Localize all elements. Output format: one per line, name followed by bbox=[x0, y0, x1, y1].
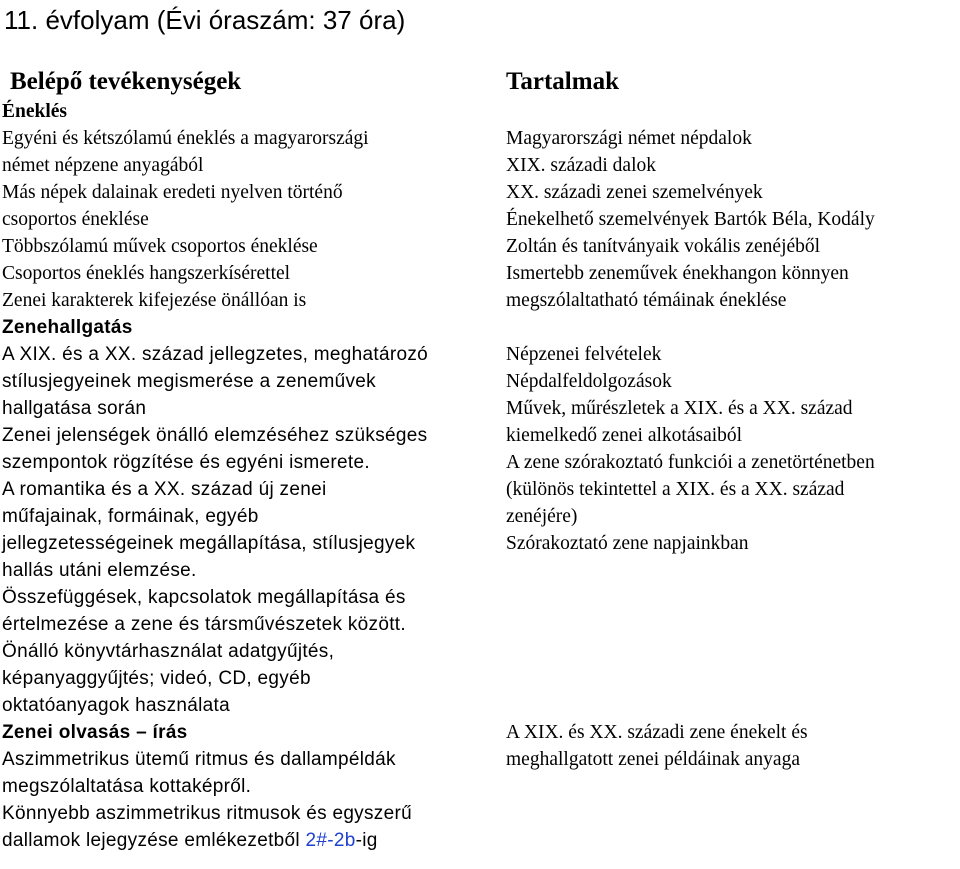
text-line: kiemelkedő zenei alkotásaiból bbox=[506, 425, 743, 446]
text-line: Zenei karakterek kifejezése önállóan is bbox=[2, 290, 307, 311]
text-line: XX. századi zenei szemelvények bbox=[506, 182, 763, 203]
text-line: Aszimmetrikus ütemű ritmus és dallampéldák bbox=[2, 749, 396, 770]
text-line: német népzene anyagából bbox=[2, 155, 204, 176]
page-title: 11. évfolyam (Évi óraszám: 37 óra) bbox=[4, 5, 406, 35]
text-line: oktatóanyagok használata bbox=[2, 695, 230, 716]
text-line: Zenei jelenségek önálló elemzéséhez szükséges bbox=[2, 425, 428, 446]
text-line: Önálló könyvtárhasználat adatgyűjtés, bbox=[2, 641, 335, 662]
text-line: A romantika és a XX. század új zenei bbox=[2, 479, 327, 500]
text-line: Összefüggések, kapcsolatok megállapítása és bbox=[2, 587, 406, 608]
text-line: Könnyebb aszimmetrikus ritmusok és egyszerű bbox=[2, 803, 412, 824]
section-heading-reading-writing: Zenei olvasás – írás bbox=[2, 722, 188, 743]
text-line: hallgatása során bbox=[2, 398, 147, 419]
left-heading: Belépő tevékenységek bbox=[10, 68, 242, 95]
text-line: A XIX. és a XX. század jellegzetes, meghatározó bbox=[2, 344, 428, 365]
text-line: Magyarországi német népdalok bbox=[506, 128, 752, 149]
text-line: szempontok rögzítése és egyéni ismerete. bbox=[2, 452, 370, 473]
text-line: Csoportos éneklés hangszerkísérettel bbox=[2, 263, 291, 284]
text-line: XIX. századi dalok bbox=[506, 155, 656, 176]
text-line: megszólaltatható témáinak éneklése bbox=[506, 290, 787, 311]
text-line: Népzenei felvételek bbox=[506, 344, 662, 365]
text-line: Énekelhető szemelvények Bartók Béla, Kodály bbox=[506, 209, 875, 230]
text-line: meghallgatott zenei példáinak anyaga bbox=[506, 749, 800, 770]
text-line: Népdalfeldolgozások bbox=[506, 371, 672, 392]
left-column bbox=[2, 66, 482, 854]
text-line: műfajainak, formáinak, egyéb bbox=[2, 506, 259, 527]
section-heading-singing: Éneklés bbox=[2, 101, 68, 122]
right-column bbox=[506, 66, 960, 773]
text-line: Más népek dalainak eredeti nyelven történő bbox=[2, 182, 343, 203]
text-line: csoportos éneklése bbox=[2, 209, 149, 230]
text-line: jellegzetességeinek megállapítása, stílusjegyek bbox=[2, 533, 416, 554]
text-line-last bbox=[2, 827, 482, 854]
text-line: Egyéni és kétszólamú éneklés a magyarországi bbox=[2, 128, 369, 149]
section-heading-listening: Zenehallgatás bbox=[2, 317, 133, 338]
text-line: Ismertebb zeneművek énekhangon könnyen bbox=[506, 263, 849, 284]
text-line: Zoltán és tanítványaik vokális zenéjéből bbox=[506, 236, 821, 257]
text-line-main: dallamok lejegyzése emlékezetből bbox=[2, 830, 306, 851]
text-line-suffix: -ig bbox=[355, 830, 378, 851]
text-line: Szórakoztató zene napjainkban bbox=[506, 533, 749, 554]
text-line: A zene szórakoztató funkciói a zenetörténetben bbox=[506, 452, 875, 473]
text-line: stílusjegyeinek megismerése a zeneművek bbox=[2, 371, 376, 392]
text-line: hallás utáni elemzése. bbox=[2, 560, 197, 581]
text-line: értelmezése a zene és társművészetek között. bbox=[2, 614, 406, 635]
text-line: megszólaltatása kottaképről. bbox=[2, 776, 252, 797]
text-line: Művek, műrészletek a XIX. és a XX. század bbox=[506, 398, 853, 419]
text-line: Többszólamú művek csoportos éneklése bbox=[2, 236, 318, 257]
notation-range-highlight: 2#-2b bbox=[305, 830, 356, 851]
right-heading: Tartalmak bbox=[506, 68, 619, 95]
text-line: zenéjére) bbox=[506, 506, 578, 527]
text-line: képanyaggyűjtés; videó, CD, egyéb bbox=[2, 668, 311, 689]
text-line: (különös tekintettel a XIX. és a XX. század bbox=[506, 479, 845, 500]
text-line: A XIX. és XX. századi zene énekelt és bbox=[506, 722, 808, 743]
